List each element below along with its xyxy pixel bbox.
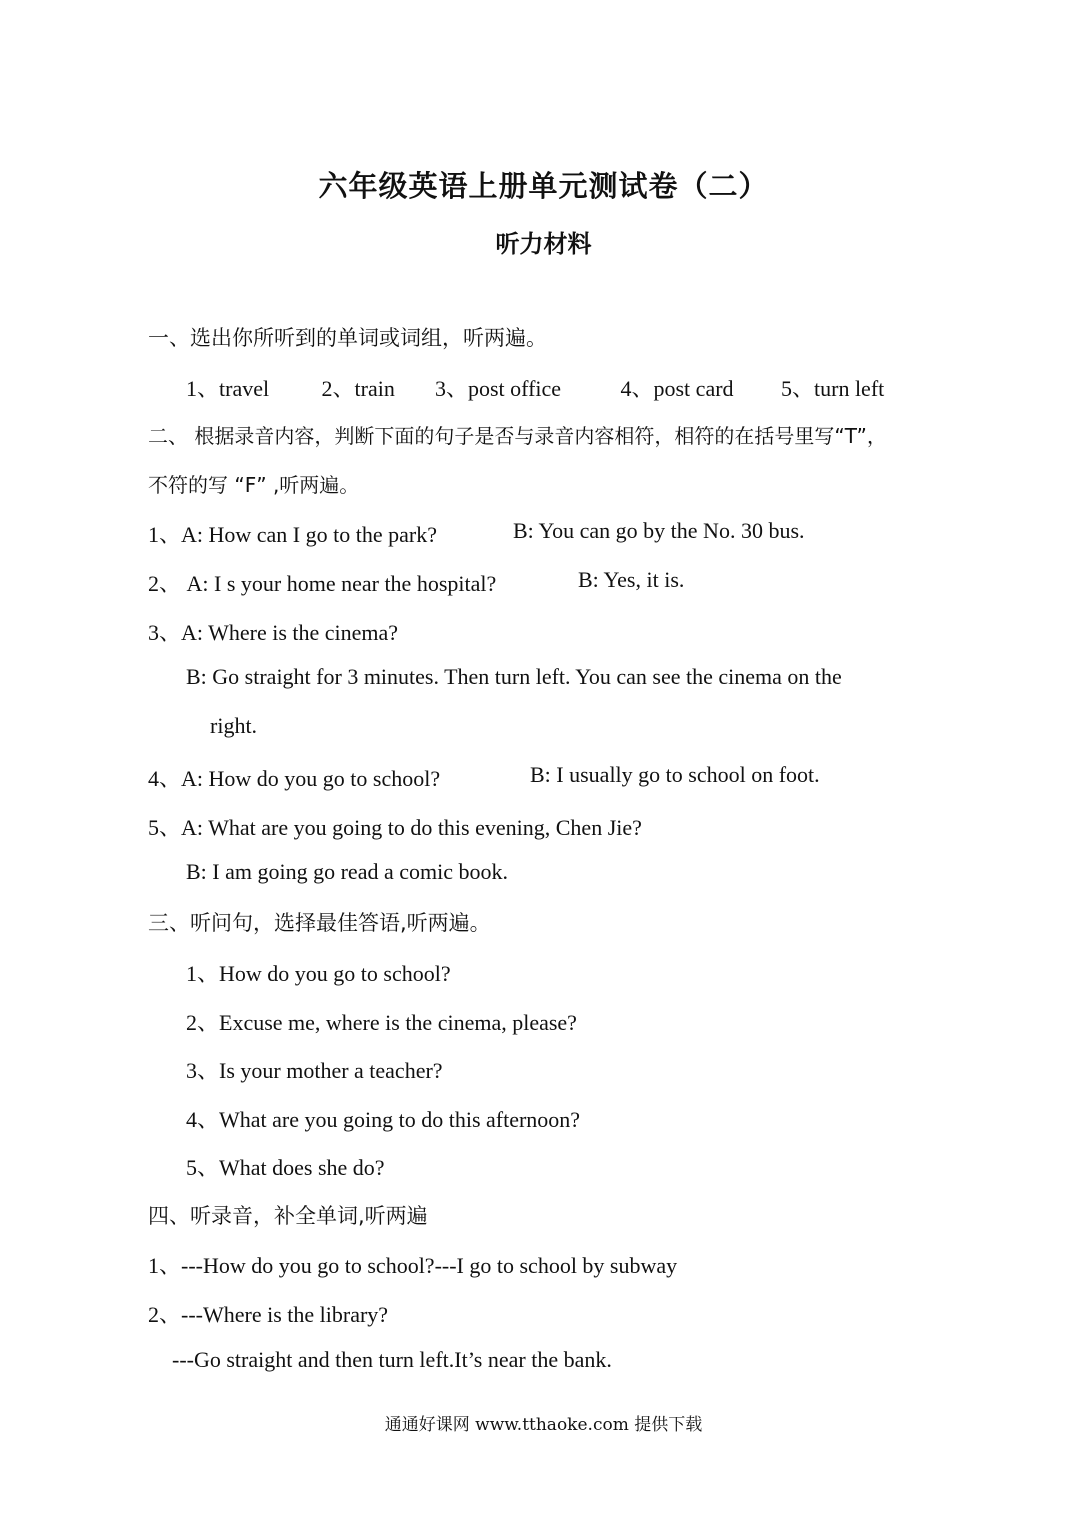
- s2-q2-a: 2、 A: I s your home near the hospital?: [148, 571, 497, 596]
- s4-line-1: 1、---How do you go to school?---I go to school by subway: [148, 1253, 678, 1278]
- s2-q1-b: B: You can go by the No. 30 bus.: [513, 518, 805, 543]
- section2-heading-line1: 二、 根据录音内容，判断下面的句子是否与录音内容相符，相符的在括号里写“T”，: [148, 424, 887, 448]
- section4-heading: 四、听录音，补全单词,听两遍: [148, 1204, 428, 1228]
- s2-q2-b: B: Yes, it is.: [578, 567, 685, 592]
- section1-options: [186, 372, 884, 403]
- s2-q3-b-line1: B: Go straight for 3 minutes. Then turn left. You can see the cinema on the: [186, 664, 842, 689]
- section2-heading-line2: 不符的写 “F” ,听两遍。: [148, 473, 360, 497]
- s2-q4-a: 4、A: How do you go to school?: [148, 766, 441, 791]
- s2-q5-b: B: I am going go read a comic book.: [186, 859, 508, 884]
- option-5: 5、turn left: [781, 376, 885, 401]
- option-2: 2、train: [321, 376, 395, 401]
- s2-q5-a: 5、A: What are you going to do this evening, Chen Jie?: [148, 815, 642, 840]
- s2-q3-b-line2: right.: [210, 713, 258, 738]
- page-title: 六年级英语上册单元测试卷（二）: [318, 169, 769, 203]
- section3-heading: 三、听问句，选择最佳答语,听两遍。: [148, 911, 491, 935]
- s3-item-2: 2、Excuse me, where is the cinema, please?: [186, 1010, 577, 1035]
- s3-item-3: 3、Is your mother a teacher?: [186, 1058, 443, 1083]
- s3-item-1: 1、How do you go to school?: [186, 961, 451, 986]
- s4-line-3: ---Go straight and then turn left.It’s near the bank.: [172, 1347, 612, 1372]
- s4-line-2: 2、---Where is the library?: [148, 1302, 389, 1327]
- s2-q1-a: 1、A: How can I go to the park?: [148, 522, 437, 547]
- s3-item-4: 4、What are you going to do this afternoon?: [186, 1107, 581, 1132]
- page-subtitle: 听力材料: [495, 229, 592, 258]
- option-1: 1、travel: [186, 376, 270, 401]
- section1-heading: 一、选出你所听到的单词或词组，听两遍。: [148, 326, 547, 350]
- s3-item-5: 5、What does she do?: [186, 1155, 385, 1180]
- option-4: 4、post card: [620, 376, 734, 401]
- s2-q3-a: 3、A: Where is the cinema?: [148, 620, 399, 645]
- page-footer: 通通好课网 www.tthaoke.com 提供下载: [384, 1415, 703, 1435]
- s2-q4-b: B: I usually go to school on foot.: [530, 762, 820, 787]
- option-3: 3、post office: [435, 376, 562, 401]
